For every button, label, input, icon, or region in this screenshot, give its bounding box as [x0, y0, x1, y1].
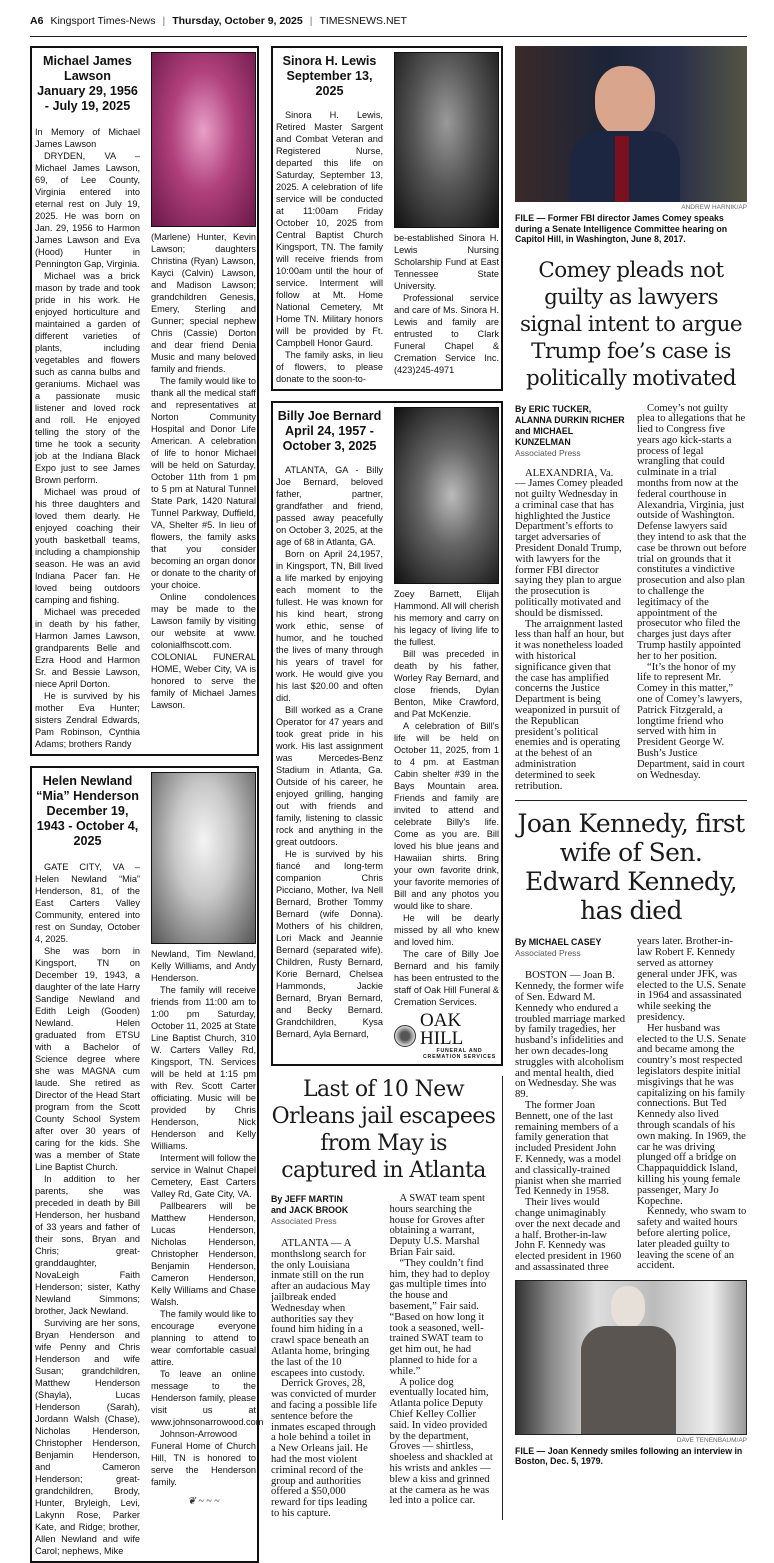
paragraph: ATLANTA, GA - Billy Joe Bernard, beloved father, partner, grandfather and friend, passed away peacefully on October 3, 2025, at the age of 68 in Atlanta, GA. — [276, 465, 383, 547]
obituary-lawson — [30, 46, 259, 756]
divider — [515, 800, 747, 801]
article-joan-kennedy — [515, 809, 747, 1466]
article-jail-escapees — [271, 1076, 503, 1520]
paragraph: The family asks, in lieu of flowers, to please donate to the soon-to- — [276, 350, 383, 384]
paragraph: Her husband was elected to the U.S. Senate and became among the country’s most respected legislators despite initial misgivings that he was capitalizing on his family connections. But Ted Kennedy also lived through scandals of his own making. In 1969, the car he was driving plunged off a bridge on Chappaquiddick Island, killing his young female passenger, Mary Jo Kopechne. — [637, 1022, 746, 1207]
obituary-name: Sinora H. Lewis September 13, 2025 — [282, 54, 377, 98]
paragraph: Bill worked as a Crane Operator for 47 years and took great pride in his work. His last assignment was Mercedes-Benz Stadium in Atlanta, Ga. Outside of his career, he enjoyed grilling, hanging out with friends and family, listening to classic rock and anything in the great outdoors. — [276, 705, 383, 847]
paragraph: The family will receive friends from 11:00 am to 1:00 pm Saturday, October 11, 2025 at State Line Baptist Church, 310 W. Carters Valley Rd, Kingsport, TN. Services will be held at 1:15 pm with Rev. Scott Carter officiating. Music will be provided by Chris Henderson, Nick Henderson and Kelly Williams. — [151, 985, 256, 1151]
paragraph: Zoey Barnett, Elijah Hammond. All will cherish his memory and carry on his legacy of living life to the fullest. — [394, 589, 499, 647]
paragraph: Johnson-Arrowood Funeral Home of Church Hill, TN is honored to serve the Henderson family. — [151, 1429, 256, 1487]
paragraph: “They couldn’t find him, they had to deploy gas multiple times into the house and basement,” Fair said. “Based on how long it took a seasoned, well-trained SWAT team to get him out, he had planned to hide for a while.” — [389, 1257, 490, 1377]
paragraph: Comey’s not guilty plea to allegations that he lied to Congress five years ago kick-starts a process of legal wrangling that could culminate in a trial months from now at the federal courthouse in Alexandria, Virginia, just outside of Washington. Defense lawyers said they intend to ask that the case be thrown out before trial on grounds that it constitutes a vindictive prosecution and also plan to challenge the legitimacy of the appointment of the prosecutor who filed the charges just days after Trump hastily appointed her to her position. — [637, 402, 747, 662]
obituary-name: Helen Newland “Mia” Henderson December 19, 1943 - October 4, 2025 — [36, 774, 139, 848]
paper-name: Kingsport Times-News — [50, 14, 156, 27]
obituary-henderson — [30, 766, 264, 1563]
text-body — [271, 1194, 496, 1520]
paragraph: Born on April 24,1957, in Kingsport, TN, Bill lived a life marked by enjoying each moment to the fullest. He was known for his kind heart, strong work ethic, sense of humor, and he touched the lives of many through his years of travel for work. He would give you his last $20.00 and often did. — [276, 549, 383, 703]
paragraph: “It’s the honor of my life to represent Mr. Comey in this matter,” one of Comey’s lawyers, Patrick Fitzgerald, a longtime friend who served with him in President George W. Bush’s Justice Department, said in court on Wednesday. — [637, 661, 745, 781]
photo-caption: FILE — Joan Kennedy smiles following an interview in Boston, Dec. 5, 1979. — [515, 1445, 743, 1467]
issue-date: Thursday, October 9, 2025 — [172, 14, 303, 27]
memorial-line: In Memory of Michael James Lawson — [35, 127, 140, 149]
paragraph: ATLANTA — A monthslong search for the only Louisiana inmate still on the run after an audacious May jailbreak ended Wednesday when authorities say they found him hiding in a crawl space beneath an Atlanta home, bringing the last of the 10 escapees into custody. — [271, 1238, 371, 1379]
paragraph: GATE CITY, VA – Helen Newland “Mia” Henderson, 81, of the East Carters Valley Community, entered into rest on Sunday, October 4, 2025. — [35, 862, 140, 944]
paragraph: A police dog eventually located him, Atlanta police Deputy Chief Kelley Collier said. In video provided by the department, Groves — shirtless, shoeless and shackled at his wrists and ankles — blew a kiss and grinned at the camera as he was led into a police car. — [389, 1376, 493, 1507]
text-body — [151, 231, 256, 711]
paragraph: ALEXANDRIA, Va. — James Comey pleaded not guilty Wednesday in a criminal case that has highlighted the Justice Department’s efforts to target adversaries of President Donald Trump, with lawyers for the former FBI director saying they plan to argue the prosecution is politically motivated and should be dismissed. — [515, 467, 623, 619]
portrait-photo — [394, 407, 499, 584]
page-header: A6 Kingsport Times-News | Thursday, October 9, 2025 | TIMESNEWS.NET — [30, 5, 747, 37]
paragraph: He will be dearly missed by all who knew and loved him. — [394, 913, 499, 947]
text-body — [515, 937, 747, 1273]
paragraph: Pallbearers will be Matthew Henderson, Lucas Henderson, Nicholas Henderson, Christopher Henderson, Benjamin Henderson, Cameron Henderson, Kelly Williams and Chase Walsh. — [151, 1201, 256, 1307]
paragraph: In addition to her parents, she was preceded in death by Bill Henderson, her husband of 33 years and father of their sons, Bryan and Chris; great-granddaughter, NovaLeigh Faith Henderson; sister, Kathy Newland Simmons; brother, Jack Newland. — [35, 1174, 140, 1316]
obituary-name: Michael James Lawson January 29, 1956 - July 19, 2025 — [37, 54, 138, 113]
paragraph: The family would like to thank all the medical staff and representatives at Norton Community Hospital and Donor Life American. A celebration of life to honor Michael will be held on Saturday, October 11th from 1 pm to 5 pm at Natural Tunnel State Park, 1420 Natural Tunnel Parkway, Duffield, VA, Shelter #5. In lieu of flowers, the family asks that you consider becoming an organ donor or donate to the charity of your choice. — [151, 376, 256, 590]
paragraph: She was born in Kingsport, TN on December 19, 1943, a daughter of the late Harry Sandige Newland and Edith Leigh (Gooden) Newland. Helen graduated from ETSU with a Bachelor of Science degree where she was MAGNA cum laude. She retired as Director of the Head Start program from the Scott County School System after over 30 years of caring for the kids. She was a member of State Line Baptist Church. — [35, 946, 140, 1172]
text-body — [35, 150, 140, 750]
portrait-photo — [151, 772, 256, 944]
paragraph: Derrick Groves, 28, was convicted of murder and facing a possible life sentence before the inmates escaped through a hole behind a toilet in a New Orleans jail. He had the most violent criminal record of the group and authorities offered a $50,000 reward for tips leading to his capture. — [271, 1378, 377, 1519]
joan-kennedy-photo — [515, 1280, 747, 1435]
paragraph: Their lives would change unimaginably over the next decade and a half. Brother-in-law John F. Kennedy was elected president in 1960 and assassinated three years later. Brother-in-law Robert F. Kennedy served as attorney general under JFK, was elected to the U.S. Senate in 1964 and assassinated while seeking the presidency. — [515, 936, 746, 1273]
photo-caption: FILE — Former FBI director James Comey speaks during a Senate Intelligence Committee hearing on Capitol Hill, in Washington, June 8, 2017. — [515, 213, 728, 244]
text-body — [515, 404, 747, 793]
agency: Associated Press — [515, 948, 581, 959]
paragraph: The arraignment lasted less than half an hour, but it was nonetheless loaded with historical significance given that the case has amplified concerns the Justice Department is being weaponized in pursuit of the Republican president’s political enemies and is operating at the behest of an administration determined to seek retribution. — [515, 618, 625, 792]
photo-credit: DAVE TENENBAUM/AP — [676, 1436, 747, 1444]
obituary-bernard — [271, 401, 503, 1066]
paragraph: The family would like to encourage everyone planning to attend to wear comfortable casual attire. — [151, 1309, 256, 1367]
agency: Associated Press — [515, 447, 581, 458]
paragraph: Bill was preceded in death by his father, Worley Ray Bernard, and close friends, Dylan Benton, Mike Crawford, and Pat McKenzie. — [394, 649, 499, 719]
page-number: A6 — [30, 14, 44, 27]
paragraph: DRYDEN, VA – Michael James Lawson, 69, of Lee County, Virginia entered into eternal rest on July 19, 2025. He was born on Jan. 29, 1956 to Harmon James Lawson and Eva (Hood) Hunter in Pennington Gap, Virginia. — [35, 151, 140, 269]
paragraph: Kennedy, who swam to safety and waited hours before alerting police, later pleaded guilty to leaving the scene of an accident. — [637, 1206, 747, 1272]
paragraph: He is survived by his fiancé and long-term companion Chris Picciano, Mother, Iva Nell Bernard, Brother Tommy Bernard (wife Donna). Mothers of his children, Lori Mack and Jeannie Bernard (separated wife). Children, Rusty Bernard, Korie Bernard, Chelsea Hammonds, Jackie Bernard, Bryan Bernard, and Becky Bernard. Grandchildren, Kysa Bernard, Ayla Bernard, — [276, 849, 383, 1039]
paragraph: Michael was a brick mason by trade and took pride in his work. He enjoyed horticulture and maintained a garden of different varieties of plants, including vegetables and flowers such as canna bulbs and geraniums. Michael was a passionate music listener and loved rock and roll. He enjoyed telling the story of the time he took a security job at the Indiana Black Expo just to see James Brown perform. — [35, 271, 140, 485]
text-body — [394, 232, 499, 376]
paragraph: The former Joan Bennett, one of the last remaining members of a family generation that included President John F. Kennedy, was a model and classically-trained pianist when she married Ted Kennedy in 1958. — [515, 1099, 622, 1198]
obituary-name: Billy Joe Bernard April 24, 1957 - October 3, 2025 — [277, 409, 382, 453]
paragraph: BOSTON — Joan B. Kennedy, the former wife of Sen. Edward M. Kennedy who endured a troubled marriage marked by family tragedies, her husband’s infidelities and her own decades-long struggles with alcoholism and mental health, died on Wednesday. She was 89. — [515, 970, 626, 1101]
article-comey — [515, 46, 747, 792]
middle-column — [271, 46, 503, 1520]
paragraph: Professional service and care of Ms. Sinora H. Lewis and family are entrusted to Clark Funeral Chapel & Cremation Service Inc. (423)245-4971 — [394, 293, 499, 375]
oak-hill-logo: OAK HILL FUNERAL AND CREMATION SERVICES — [394, 1012, 499, 1060]
left-column — [30, 46, 264, 1563]
funeral-home-logo: ❦ ~ ~ ~ — [187, 1496, 220, 1507]
paragraph: Sinora H. Lewis, Retired Master Sargent and Combat Veteran and Registered Nurse, departed this life on Saturday, September 13, 2025. A celebration of life service will be conducted at 11:00am Friday October 10, 2025 from Central Baptist Church Kingsport, TN. The family will receive friends from 10:00am until the hour of service. Interment will follow at Mt. Home National Cemetery, Mt Home TN. Military honors will be provided by Ft. Campbell Honor Gaurd. — [276, 110, 383, 348]
text-body — [151, 948, 264, 1488]
paragraph: Newland, Tim Newland, Kelly Williams, and Andy Henderson. — [151, 949, 256, 983]
paragraph: Michael was proud of his three daughters and loved them dearly. He enjoyed coaching their youth basketball teams, including a championship season. He was an avid Indiana Pacer fan. He loved being outdoors camping and fishing. — [35, 487, 140, 605]
text-body — [276, 464, 383, 1040]
paragraph: be-established Sinora H. Lewis Nursing Scholarship Fund at East Tennessee State University. — [394, 233, 499, 291]
byline: By JEFF MARTIN and JACK BROOK — [271, 1194, 349, 1215]
paragraph: A SWAT team spent hours searching the house for Groves after obtaining a warrant, Deputy U.S. Marshal Brian Fair said. — [389, 1193, 485, 1258]
text-body — [35, 861, 140, 1557]
byline: By MICHAEL CASEY — [515, 937, 602, 948]
paragraph: Online condolences may be made to the Lawson family by visiting our website at www. colonialfhscott.com. COLONIAL FUNERAL HOME, Weber City, VA is honored to serve the family of Michael James Lawson. — [151, 592, 256, 710]
paragraph: Surviving are her sons, Bryan Henderson and wife Penny and Chris Henderson and wife Susan; grandchildren, Matthew Henderson (Shayla), Lucas Henderson (Sarah), Jordann Walsh (Chase), Nicholas Henderson, Christopher Henderson, Benjamin Henderson, and Cameron Henderson; great-grandchildren, Brody, Hunter, Bryleigh, Levi, Lakynn Rose, Parker Kate, and Ridge; brother, Allen Newland and wife Carol; nephews, Mike — [35, 1318, 140, 1556]
paragraph: (Marlene) Hunter, Kevin Lawson; daughters Christina (Ryan) Lawson, Kayci (Calvin) Lawson, and Madison Lawson; grandchildren Genesis, Emery, Sterling and Gunner; special nephew Chris (Cassie) Dorton and dear friend Denia Music and many beloved family and friends. — [151, 232, 256, 374]
paragraph: He is survived by his mother Eva Hunter; sisters Zendral Edwards, Pam Robinson, Cynthia Adams; brothers Randy — [35, 691, 140, 749]
text-body — [394, 588, 499, 1008]
paragraph: Interment will follow the service in Walnut Chapel Cemetery, East Carters Valley Rd, Gate City, VA. — [151, 1153, 256, 1199]
portrait-photo — [394, 52, 499, 228]
byline: By ERIC TUCKER, ALANNA DURKIN RICHER and MICHAEL KUNZELMAN — [515, 403, 625, 447]
website: TIMESNEWS.NET — [319, 14, 407, 27]
agency: Associated Press — [271, 1216, 337, 1226]
paragraph: To leave an online message to the Henderson family, please visit us at www.johnsonarrowood.com — [151, 1369, 264, 1427]
tree-icon — [394, 1025, 416, 1047]
paragraph: Michael was preceded in death by his father, Harmon James Lawson, grandparents Belle and Ezra Hood and Harmon Sr. and Bessie Lawson, niece April Dorton. — [35, 607, 140, 689]
text-body — [276, 109, 383, 385]
headline: Comey pleads not guilty as lawyers signal intent to argue Trump foe’s case is politically motivated — [519, 257, 743, 391]
portrait-photo — [151, 52, 256, 227]
obituary-lewis — [271, 46, 503, 391]
photo-credit: ANDREW HARNIK/AP — [681, 204, 747, 211]
right-column — [515, 46, 747, 1467]
paragraph: A celebration of Bill's life will be held on October 11, 2025, from 1 to 4 pm. at Eastman Cabin shelter #39 in the Bays Mountain area. Friends and family are invited to attend and celebrate Billy's life. Come as you are. Bill loved his blue jeans and Hawaiian shirts. Bring your own favorite drink, your favorite memories of Bill and any photos you would like to share. — [394, 721, 499, 911]
comey-photo — [515, 46, 747, 202]
headline: Last of 10 New Orleans jail escapees from May is captured in Atlanta — [271, 1077, 496, 1183]
paragraph: The care of Billy Joe Bernard and his family has been entrusted to the staff of Oak Hill Funeral & Cremation Services. — [394, 949, 499, 1007]
headline: Joan Kennedy, first wife of Sen. Edward Kennedy, has died — [517, 809, 745, 926]
